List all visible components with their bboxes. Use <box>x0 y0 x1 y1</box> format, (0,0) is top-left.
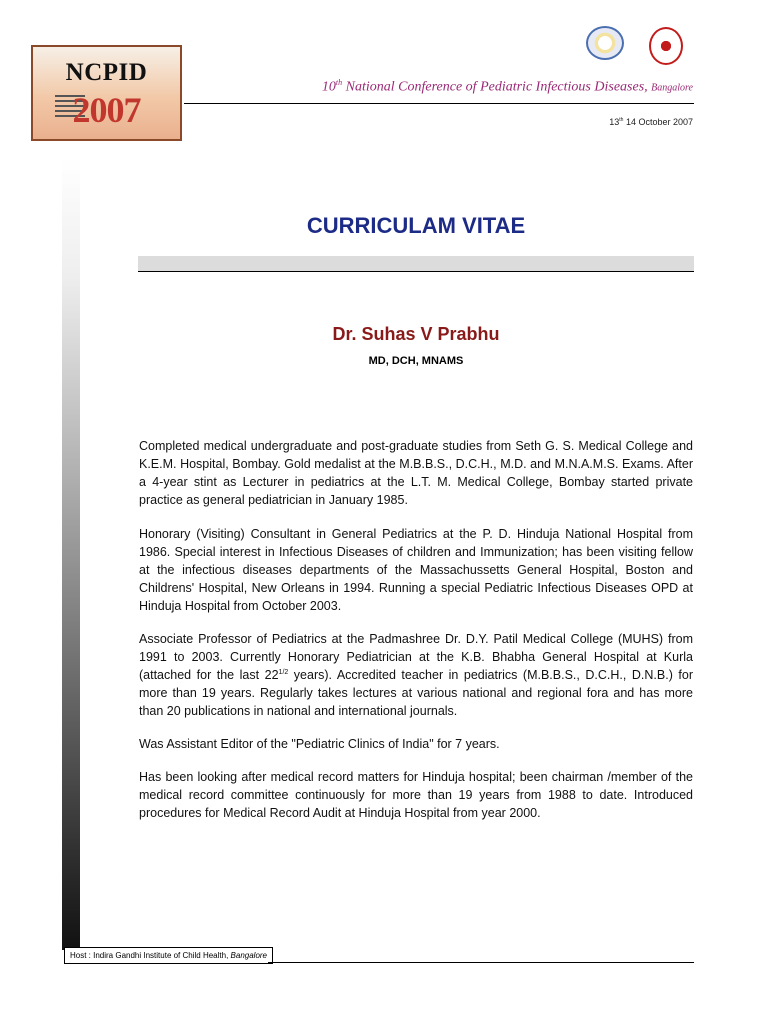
paragraph-teaching: Associate Professor of Pediatrics at the Padmashree Dr. D.Y. Patil Medical College (MUHS) from 1991 to 2003. Currently Honorary Pediatrician at the K.B. Bhabha General Hospital at Kurla (attached for the last $22^{1/2}$ years). Accredited teacher in pediatrics (M.B.B.S., D.C.H., D.N.B.) for more than 19 years. Regularly takes lectures at various national and regional fora and has more than 20 publications in national and international journals. <box>139 632 693 718</box>
document-title: CURRICULAM VITAE <box>306 213 526 238</box>
title-band <box>138 256 694 272</box>
academy-seal-icon <box>649 27 683 65</box>
ncpid-logo <box>31 45 182 141</box>
host-footer: Host : Indira Gandhi Institute of Child Health, Bangalore <box>64 947 273 964</box>
header-rule <box>184 103 694 104</box>
logo-year-text: 2007 <box>72 90 141 130</box>
logo-top-text: NCPID <box>65 59 148 86</box>
conference-date: 13th 14 October 2007 <box>609 117 693 127</box>
doctor-name: Dr. Suhas V Prabhu <box>332 324 500 344</box>
conference-title: 10th National Conference of Pediatric Infectious Diseases, Bangalore <box>321 78 693 95</box>
paragraph-education: Completed medical undergraduate and post-graduate studies from Seth G. S. Medical College and K.E.M. Hospital, Bombay. Gold medalist at the M.B.B.S., D.C.H., M.D. and M.N.A.M.S. Exams. After a 4-year stint as Lecturer in pediatrics at the L.T. M. Medical College, Bombay started private practice as general pediatrician in January 1985. <box>139 439 693 507</box>
paragraph-consultancy: Honorary (Visiting) Consultant in General Pediatrics at the P. D. Hinduja National Hospital from 1986. Special interest in Infectious Diseases of children and Immunization; has been visiting fellow at the infectious diseases departments of the Massachussetts General Hospital, Boston and Childrens' Hospital, New Orleans in 1994. Running a special Pediatric Infectious Diseases OPD at Hinduja Hospital from October 2003. <box>139 527 693 613</box>
organization-seal-icon <box>586 26 624 60</box>
footer-rule <box>268 962 694 963</box>
paragraph-editorship: Was Assistant Editor of the "Pediatric Clinics of India" for 7 years. <box>139 737 500 751</box>
side-gradient-bar <box>62 158 80 950</box>
paragraph-medical-records: Has been looking after medical record matters for Hinduja hospital; been chairman /member of the medical record committee continuously for more than 19 years from 1988 to date. Introduced procedures for Medical Record Audit at Hinduja Hospital from year 2000. <box>139 770 693 820</box>
doctor-degrees: MD, DCH, MNAMS <box>368 355 464 367</box>
